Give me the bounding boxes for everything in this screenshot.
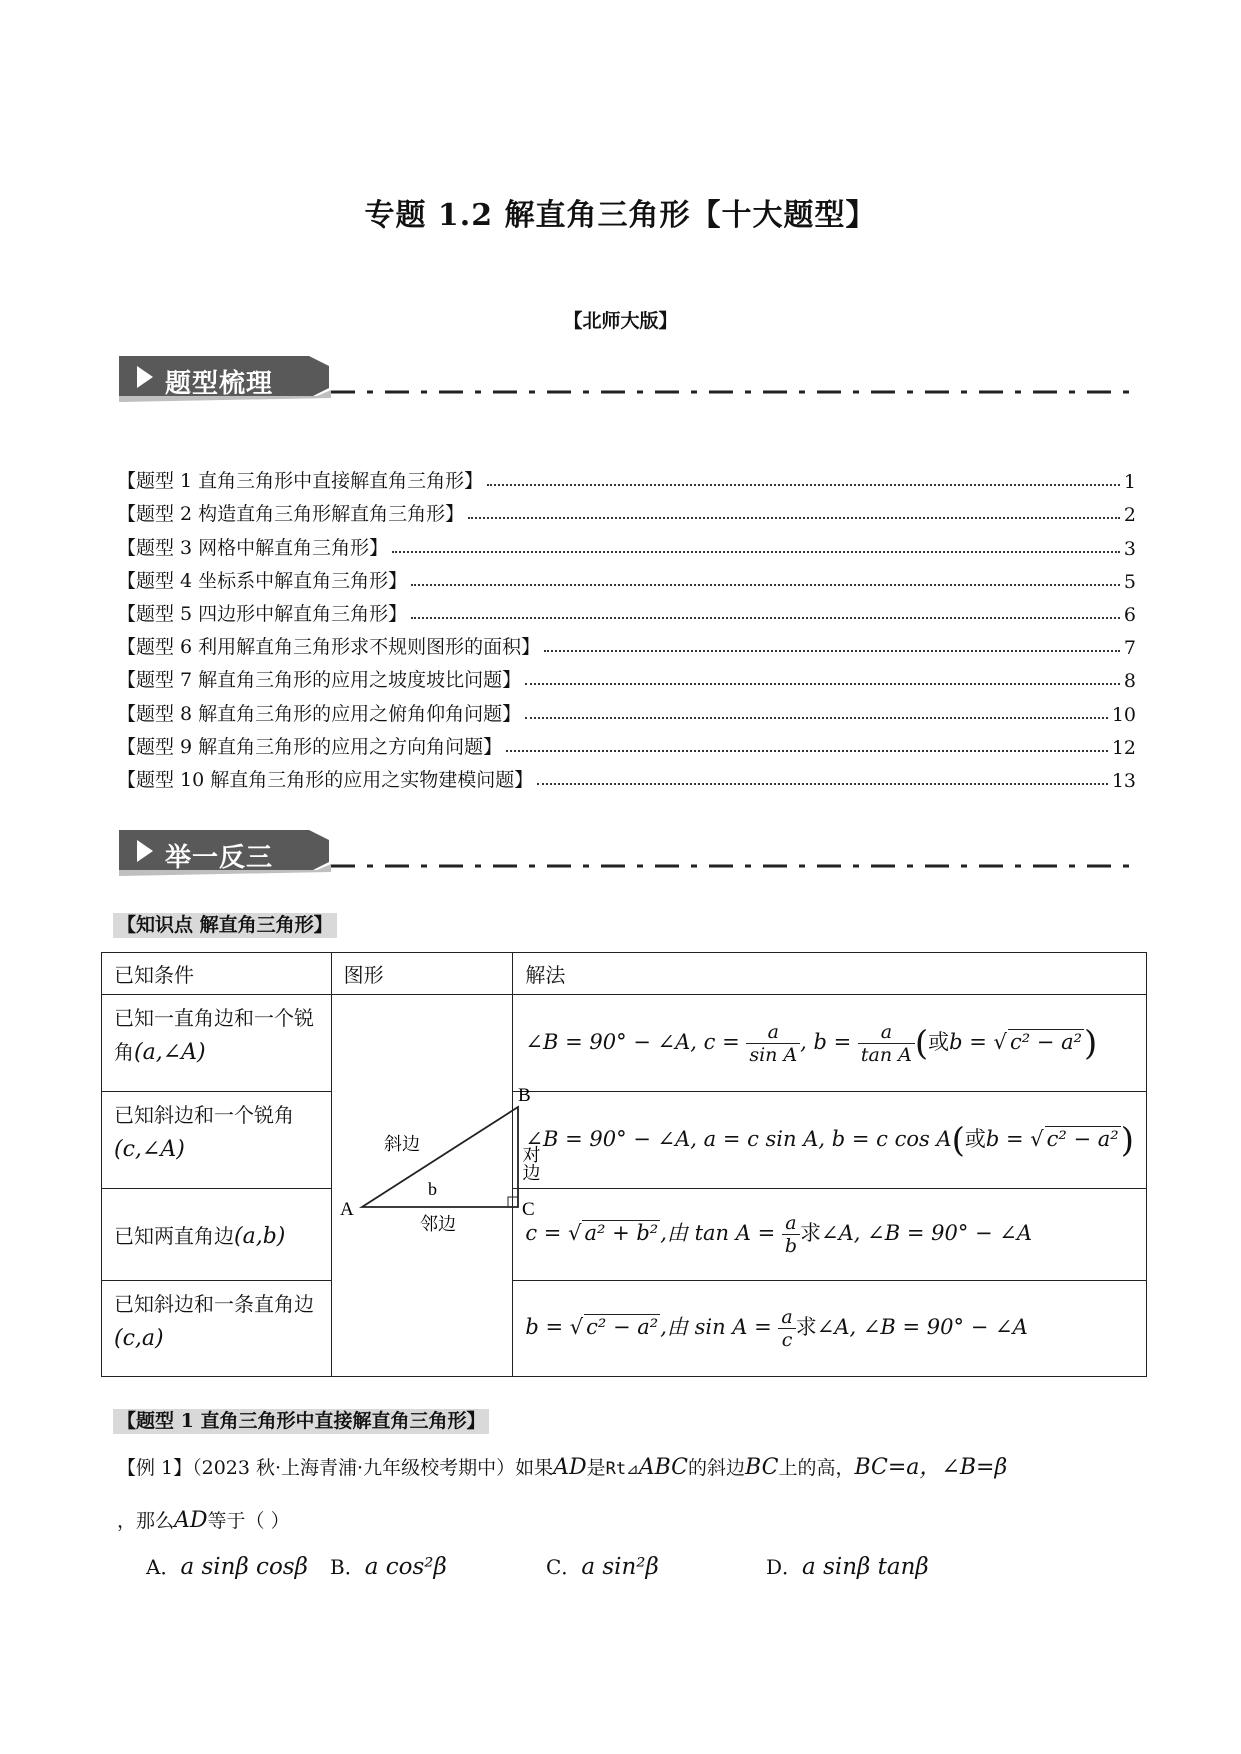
formula-part: ∠B = 90° − ∠A, a = c sin A, b = c cos A bbox=[525, 1126, 952, 1151]
example-text: ，那么 bbox=[117, 1510, 175, 1532]
option-expr: a cos²β bbox=[364, 1554, 447, 1580]
fraction bbox=[746, 1021, 800, 1066]
toc-item-label: 【题型 4 坐标系中解直角三角形】 bbox=[117, 569, 408, 592]
formula-part: c = bbox=[525, 1221, 569, 1245]
toc-item[interactable] bbox=[117, 726, 1136, 759]
condition-text: 已知一直角边和一个锐角 bbox=[114, 1006, 314, 1064]
option-expr: a sinβ tanβ bbox=[802, 1554, 929, 1580]
toc-leader bbox=[487, 483, 1120, 486]
toc-item[interactable] bbox=[117, 692, 1136, 725]
solution-formula: ∠B = 90° − ∠A, a = c sin A, b = c cos A(或b = √ c² − a²) bbox=[525, 1120, 1134, 1160]
condition-text: 已知斜边和一个锐角 bbox=[114, 1103, 294, 1127]
fraction bbox=[778, 1306, 795, 1351]
example-text: 【例 1】（2023 秋·上海青浦·九年级校考期中）如果 bbox=[117, 1457, 554, 1479]
header-condition: 已知条件 bbox=[102, 953, 332, 995]
example-math: AD bbox=[174, 1508, 208, 1533]
formula-part: b = bbox=[949, 1029, 994, 1054]
fraction-numerator: a bbox=[778, 1306, 795, 1329]
fraction-numerator: a bbox=[782, 1212, 800, 1235]
toc-leader bbox=[411, 583, 1120, 586]
toc-item[interactable] bbox=[117, 759, 1136, 792]
option-d[interactable] bbox=[766, 1551, 929, 1580]
formula-part: ∠A, ∠B = 90° − ∠A bbox=[821, 1221, 1033, 1245]
option-expr: a sinβ cosβ bbox=[180, 1554, 308, 1580]
example-1-line-2 bbox=[117, 1501, 1147, 1541]
toc-item[interactable] bbox=[117, 626, 1136, 659]
condition-math: (a,∠A) bbox=[134, 1040, 206, 1065]
example-math: BC=a， bbox=[854, 1455, 942, 1480]
formula-part: b = bbox=[985, 1126, 1031, 1151]
example-math: Rt bbox=[605, 1459, 627, 1479]
formula-part: 求 bbox=[795, 1315, 817, 1339]
banner-practice-text: 举一反三 bbox=[165, 843, 274, 873]
toc-item-page: 1 bbox=[1123, 471, 1136, 494]
fraction-numerator: a bbox=[858, 1021, 915, 1044]
toc-item-page: 2 bbox=[1123, 504, 1136, 527]
fraction-denominator: tan A bbox=[860, 1043, 912, 1066]
example-text: 是 bbox=[586, 1457, 606, 1479]
toc-item-page: 6 bbox=[1123, 603, 1136, 626]
answer-options bbox=[146, 1551, 1146, 1585]
toc-item-page: 13 bbox=[1111, 769, 1136, 792]
solution-cell bbox=[513, 995, 1147, 1092]
condition-text: 已知斜边和一条直角边 bbox=[114, 1292, 314, 1316]
toc-item-page: 8 bbox=[1123, 670, 1136, 693]
toc-item-page: 5 bbox=[1123, 570, 1136, 593]
condition-math: (c,a) bbox=[114, 1326, 164, 1351]
example-1 bbox=[117, 1448, 1147, 1541]
toc-item-page: 7 bbox=[1123, 637, 1136, 660]
fraction bbox=[782, 1212, 800, 1257]
type1-tag-text: 【题型 1 直角三角形中直接解直角三角形】 bbox=[113, 1409, 489, 1434]
example-1-line-1 bbox=[117, 1448, 1147, 1489]
option-expr: a sin²β bbox=[581, 1554, 659, 1580]
option-c[interactable] bbox=[546, 1551, 659, 1580]
triangle-icon: ⊿ bbox=[626, 1460, 639, 1478]
toc-item-label: 【题型 7 解直角三角形的应用之坡度坡比问题】 bbox=[117, 669, 522, 692]
header-solution: 解法 bbox=[513, 953, 1147, 995]
toc-item-page: 10 bbox=[1111, 703, 1136, 726]
vertex-b-label: B bbox=[517, 1085, 531, 1106]
radicand: c² − a² bbox=[1009, 1029, 1083, 1054]
condition-text: 已知两直角边 bbox=[114, 1224, 234, 1248]
toc-item-label: 【题型 3 网格中解直角三角形】 bbox=[117, 536, 389, 559]
solution-cell bbox=[513, 1281, 1147, 1377]
radicand: c² − a² bbox=[1046, 1126, 1119, 1151]
banner-toc-text: 题型梳理 bbox=[165, 369, 274, 399]
condition-cell bbox=[102, 1189, 332, 1281]
toc-item[interactable] bbox=[117, 493, 1136, 526]
option-b[interactable] bbox=[330, 1551, 447, 1580]
toc-leader bbox=[392, 550, 1120, 553]
toc-item-label: 【题型 2 构造直角三角形解直角三角形】 bbox=[117, 503, 465, 526]
knowledge-table bbox=[101, 952, 1147, 1377]
formula-part: ∠A, ∠B = 90° − ∠A bbox=[816, 1315, 1028, 1339]
radicand: c² − a² bbox=[586, 1315, 659, 1339]
side-b-label: b bbox=[427, 1179, 437, 1199]
toc-item-label: 【题型 5 四边形中解直角三角形】 bbox=[117, 602, 408, 625]
solution-formula: b = √ c² − a²,由 sin A = $\frac{a}{c}$ 求∠A, ∠B = 90° − ∠A bbox=[525, 1306, 1028, 1351]
solution-formula: c = √ a² + b²,由 tan A = $\frac{a}{b}$ 求∠A, ∠B = 90° − ∠A bbox=[525, 1212, 1033, 1257]
toc-leader bbox=[506, 749, 1108, 752]
example-math: ABC bbox=[638, 1455, 689, 1480]
right-triangle-figure bbox=[332, 995, 542, 1365]
example-math: ∠B=β bbox=[941, 1455, 1008, 1480]
fraction-denominator: b bbox=[784, 1235, 798, 1257]
toc-item-label: 【题型 9 解直角三角形的应用之方向角问题】 bbox=[117, 735, 503, 758]
example-math: AD bbox=[553, 1455, 587, 1480]
option-key: B． bbox=[330, 1555, 365, 1579]
fraction-denominator: c bbox=[781, 1329, 793, 1351]
toc-item-label: 【题型 1 直角三角形中直接解直角三角形】 bbox=[117, 470, 484, 493]
toc-item[interactable] bbox=[117, 659, 1136, 692]
option-key: D． bbox=[766, 1555, 803, 1579]
toc-leader bbox=[411, 616, 1120, 619]
vertex-c-label: C bbox=[521, 1199, 535, 1220]
example-math: BC bbox=[745, 1455, 779, 1480]
toc-item-label: 【题型 6 利用解直角三角形求不规则图形的面积】 bbox=[117, 636, 541, 659]
table-header-row bbox=[102, 953, 1147, 995]
table-of-contents bbox=[117, 460, 1136, 792]
opposite-label: 对边 bbox=[519, 1145, 541, 1181]
banner-toc bbox=[117, 352, 1140, 412]
banner-practice bbox=[117, 826, 1140, 886]
example-text: 等于（ ） bbox=[207, 1510, 290, 1532]
knowledge-point-tag bbox=[113, 910, 337, 937]
toc-item-page: 3 bbox=[1123, 537, 1136, 560]
fraction bbox=[858, 1021, 915, 1066]
example-text: 的斜边 bbox=[688, 1457, 746, 1479]
toc-item-label: 【题型 10 解直角三角形的应用之实物建模问题】 bbox=[117, 768, 534, 791]
toc-leader bbox=[468, 516, 1120, 519]
toc-item[interactable] bbox=[117, 593, 1136, 626]
condition-math: (c,∠A) bbox=[114, 1137, 185, 1162]
hypotenuse-label: 斜边 bbox=[383, 1134, 420, 1155]
option-key: A． bbox=[146, 1555, 181, 1579]
table-row bbox=[102, 1092, 1147, 1189]
vertex-a-label: A bbox=[339, 1199, 354, 1220]
formula-part: 或 bbox=[928, 1029, 950, 1054]
toc-leader bbox=[525, 716, 1108, 719]
document-title: 专题 1.2 解直角三角形【十大题型】 bbox=[364, 198, 877, 233]
table-row bbox=[102, 1281, 1147, 1377]
toc-item-label: 【题型 8 解直角三角形的应用之俯角仰角问题】 bbox=[117, 702, 522, 725]
toc-leader bbox=[544, 649, 1120, 652]
formula-part: ,由 tan A = bbox=[660, 1221, 782, 1245]
table-row bbox=[102, 1189, 1147, 1281]
formula-part: 或 bbox=[964, 1126, 986, 1151]
condition-cell bbox=[102, 1092, 332, 1189]
fraction-denominator: sin A bbox=[749, 1043, 798, 1066]
type1-tag bbox=[113, 1406, 489, 1433]
condition-cell bbox=[102, 995, 332, 1092]
formula-part: 求 bbox=[800, 1221, 822, 1245]
figure-cell bbox=[331, 995, 541, 1377]
toc-item[interactable] bbox=[117, 560, 1136, 593]
radicand: a² + b² bbox=[584, 1221, 659, 1245]
adjacent-label: 邻边 bbox=[419, 1214, 456, 1235]
example-text: 上的高， bbox=[778, 1457, 855, 1479]
knowledge-point-tag-text: 【知识点 解直角三角形】 bbox=[113, 913, 337, 938]
formula-part: b = bbox=[525, 1315, 570, 1339]
solution-cell bbox=[513, 1189, 1147, 1281]
toc-item-page: 12 bbox=[1111, 736, 1136, 759]
toc-item[interactable] bbox=[117, 460, 1136, 493]
formula-part: , b = bbox=[800, 1029, 858, 1054]
option-key: C． bbox=[546, 1555, 582, 1579]
formula-part: ∠B = 90° − ∠A, c = bbox=[525, 1029, 747, 1054]
condition-math: (a,b) bbox=[234, 1224, 286, 1249]
toc-item[interactable] bbox=[117, 526, 1136, 559]
toc-leader bbox=[525, 682, 1120, 685]
toc-leader bbox=[537, 782, 1108, 785]
solution-cell bbox=[513, 1092, 1147, 1189]
edition-label: 【北师大版】 bbox=[563, 310, 678, 332]
option-a[interactable] bbox=[146, 1551, 308, 1580]
formula-part: ,由 sin A = bbox=[660, 1315, 779, 1339]
table-row bbox=[102, 995, 1147, 1092]
header-figure: 图形 bbox=[331, 953, 513, 995]
solution-formula: ∠B = 90° − ∠A, c = $\frac{a}{\text{sin A}}$ , b = $\frac{a}{\text{tan A}}$ (或b = √ c² − a²) bbox=[525, 1020, 1098, 1066]
condition-cell bbox=[102, 1281, 332, 1377]
fraction-numerator: a bbox=[746, 1021, 800, 1044]
